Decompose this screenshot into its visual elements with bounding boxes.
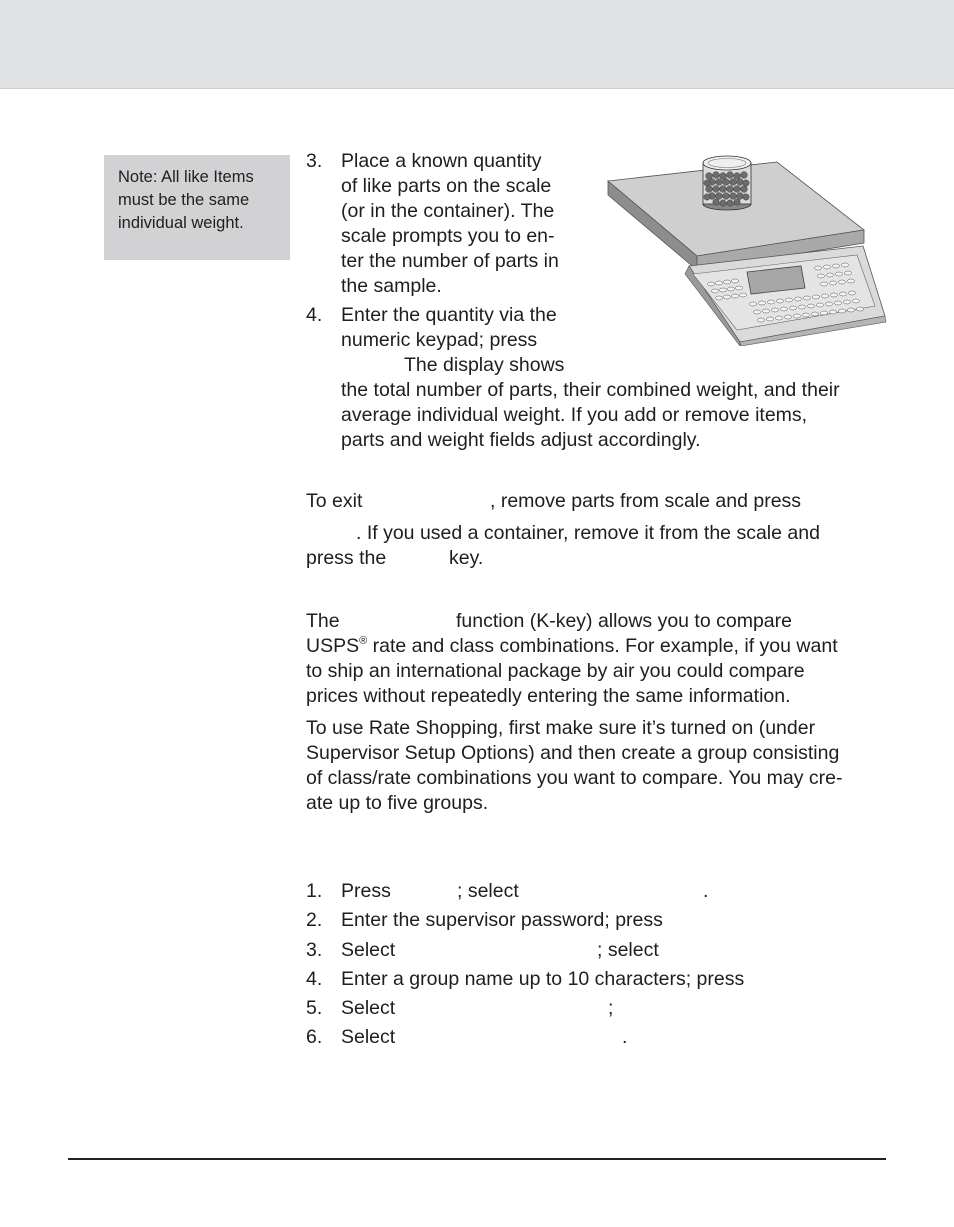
setup-step-number: 2. [306,909,323,931]
step-number: 3. [306,150,323,172]
intro-text: function (K-key) allows you to compare [456,610,792,632]
step-text: ter the number of parts in [341,250,559,272]
note-line: Note: All like Items [118,168,254,186]
intro-text-rest: rate and class combinations. For example, if you want [367,635,838,657]
step-text: Enter the quantity via the [341,304,557,326]
setup-step-text: ; select [457,880,519,902]
note-line: must be the same [118,191,250,209]
intro-text: Supervisor Setup Options) and then create a group consisting [306,742,840,764]
intro-text: The [306,610,340,632]
setup-step-number: 3. [306,939,323,961]
header-band [0,0,954,89]
setup-step-number: 4. [306,968,323,990]
intro-text: ate up to five groups. [306,792,489,814]
step-text: of like parts on the scale [341,175,552,197]
setup-step-number: 1. [306,880,323,902]
step-text: numeric keypad; press [341,329,538,351]
exit-text: To exit [306,490,363,512]
setup-step-text: Enter a group name up to 10 characters; press [341,968,745,990]
note-line: individual weight. [118,214,244,232]
setup-step-number: 5. [306,997,323,1019]
intro-text: To use Rate Shopping, first make sure it’s turned on (under [306,717,816,739]
step-text: average individual weight. If you add or remove items, [341,404,808,426]
exit-text: . If you used a container, remove it from the scale and [356,522,820,544]
note-box [104,155,290,260]
postal-scale-illustration [605,148,889,346]
setup-step-text: Enter the supervisor password; press [341,909,663,931]
footer-rule [68,1158,886,1160]
setup-step-text: Select [341,939,396,961]
setup-step-text: ; [608,997,614,1019]
usps-label: USPS [306,635,360,657]
setup-step-text: Press [341,880,391,902]
setup-step-text: Select [341,1026,396,1048]
exit-text: , remove parts from scale and press [490,490,802,512]
registered-mark: ® [359,635,368,647]
step-text: The display shows [404,354,565,376]
setup-step-text: Select [341,997,396,1019]
step-text: (or in the container). The [341,200,555,222]
step-text: parts and weight fields adjust accordingly. [341,429,701,451]
step-text: Place a known quantity [341,150,542,172]
setup-step-text: . [622,1026,628,1048]
setup-step-text: . [703,880,709,902]
intro-text: of class/rate combinations you want to compare. You may cre- [306,767,843,789]
step-number: 4. [306,304,323,326]
intro-text: prices without repeatedly entering the same information. [306,685,791,707]
exit-text: press the [306,547,387,569]
setup-step-text: ; select [597,939,659,961]
intro-text [306,634,838,659]
intro-text: to ship an international package by air you could compare [306,660,805,682]
exit-text: key. [449,547,484,569]
step-text: the sample. [341,275,442,297]
step-text: scale prompts you to en- [341,225,555,247]
setup-step-number: 6. [306,1026,323,1048]
step-text: the total number of parts, their combined weight, and their [341,379,840,401]
